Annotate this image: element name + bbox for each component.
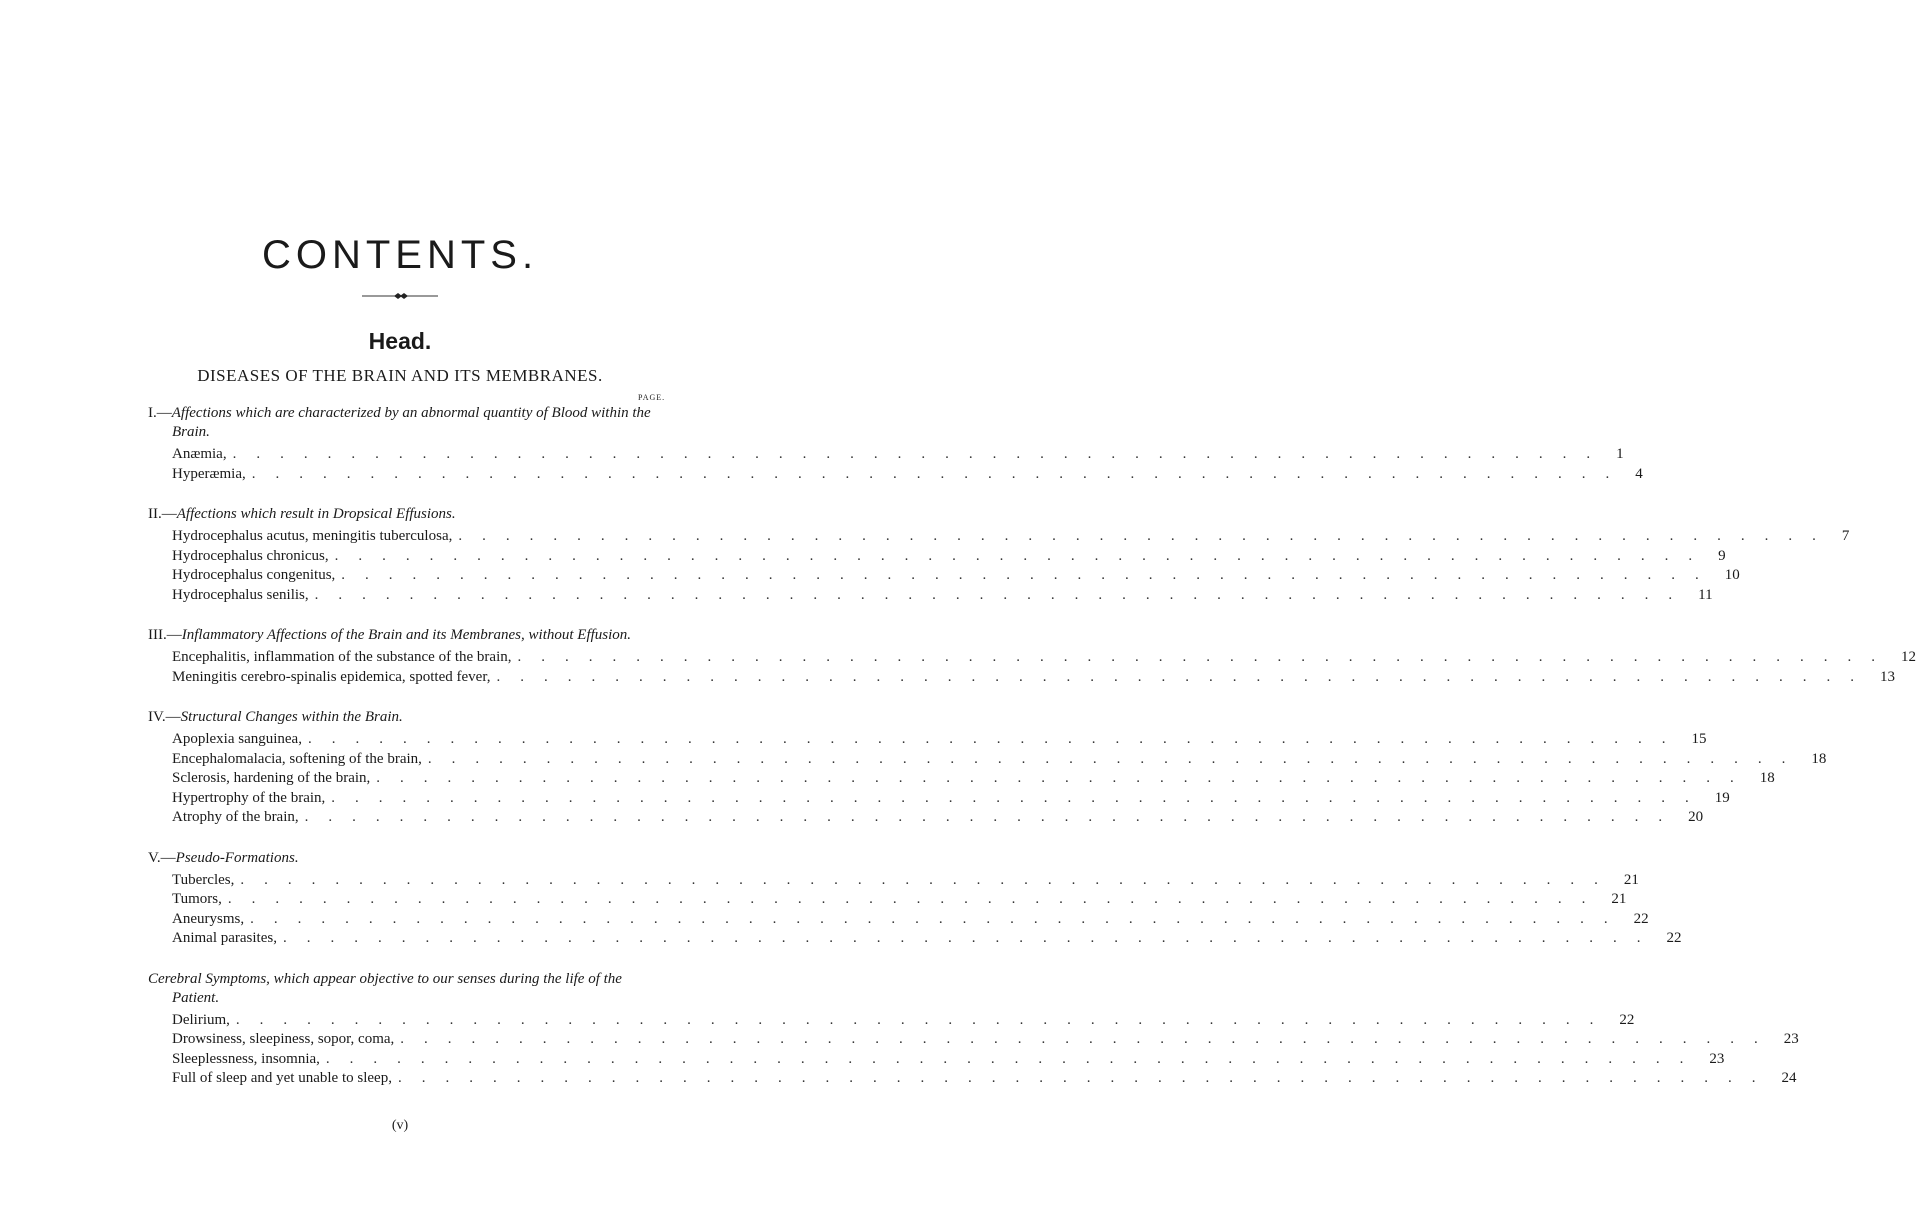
section xyxy=(148,505,1850,605)
entry-page: 10 xyxy=(1724,567,1740,583)
leader-dots: .......................................................... xyxy=(397,1070,1776,1086)
section-title: Pseudo-Formations. xyxy=(175,849,299,866)
subtitle: DISEASES OF THE BRAIN AND ITS MEMBRANES. xyxy=(197,366,603,385)
entry-page: 13 xyxy=(1879,668,1895,685)
toc-entry xyxy=(148,586,1713,606)
entry-label: Animal parasites, xyxy=(172,930,277,946)
section-number: II.— xyxy=(148,506,177,522)
leader-dots: .......................................................... xyxy=(325,1050,1704,1067)
entry-label: Encephalomalacia, softening of the brain, xyxy=(172,750,422,767)
entry-label: Hydrocephalus acutus, meningitis tuberculosa, xyxy=(172,528,453,544)
section-title: Affections which are characterized by an abnormal quantity of Blood within the Brain. xyxy=(171,405,651,440)
entry-label: Apoplexia sanguinea, xyxy=(172,731,302,747)
toc-entry xyxy=(148,1030,1799,1050)
page-folio: (v) xyxy=(391,1118,409,1133)
toc-entry xyxy=(148,769,1775,789)
entry-page: 24 xyxy=(1781,1070,1797,1086)
leader-dots: .......................................................... xyxy=(496,668,1874,685)
entry-page: 15 xyxy=(1691,731,1707,747)
toc-entry xyxy=(148,465,1643,485)
leader-dots: .......................................................... xyxy=(282,930,1661,946)
leader-dots: .......................................................... xyxy=(307,731,1686,747)
entry-page: 20 xyxy=(1688,809,1704,825)
section-heading xyxy=(148,849,654,868)
entry-label: Sleeplessness, insomnia, xyxy=(172,1050,320,1067)
leader-dots: .......................................................... xyxy=(376,770,1754,786)
section-title: Affections which result in Dropsical Effusions. xyxy=(176,506,456,522)
section-heading xyxy=(148,505,654,524)
toc-entry xyxy=(148,668,1895,688)
leader-dots: .......................................................... xyxy=(250,910,1628,927)
entry-label: Tubercles, xyxy=(172,871,235,888)
section-title: Cerebral Symptoms, which appear objective to our senses during the life of the Patient. xyxy=(148,970,622,1006)
section-number: IV.— xyxy=(148,709,181,725)
leader-dots: .......................................................... xyxy=(251,465,1630,482)
entry-label: Hyperæmia, xyxy=(172,465,246,482)
entry-label: Hydrocephalus senilis, xyxy=(172,586,309,603)
entry-label: Drowsiness, sleepiness, sopor, coma, xyxy=(172,1031,395,1047)
leader-dots: .......................................................... xyxy=(427,750,1806,767)
toc-entry xyxy=(148,871,1639,891)
entry-page: 21 xyxy=(1623,871,1639,888)
entry-page: 18 xyxy=(1811,750,1827,767)
entry-page: 23 xyxy=(1709,1050,1725,1067)
toc-entry xyxy=(148,730,1707,750)
entry-label: Delirium, xyxy=(172,1011,230,1028)
section-heading xyxy=(148,626,654,645)
entry-page: 22 xyxy=(1633,910,1649,927)
section xyxy=(148,626,1916,687)
toc-entry xyxy=(148,910,1649,930)
toc-entry xyxy=(148,1050,1725,1070)
section-head: Head. xyxy=(368,328,432,354)
entry-page: 22 xyxy=(1619,1011,1635,1028)
leader-dots: .......................................................... xyxy=(331,789,1709,806)
entry-label: Aneurysms, xyxy=(172,910,245,927)
entry-page: 9 xyxy=(1718,547,1726,564)
leader-dots: .......................................................... xyxy=(232,446,1611,462)
entry-label: Anæmia, xyxy=(172,446,227,462)
entry-label: Encephalitis, inflammation of the substance of the brain, xyxy=(172,649,512,665)
leader-dots: .......................................................... xyxy=(458,528,1836,544)
toc-entry xyxy=(148,1069,1797,1089)
toc-entry xyxy=(148,648,1916,668)
section xyxy=(148,708,1827,828)
leader-dots: .......................................................... xyxy=(341,567,1719,583)
entry-page: 12 xyxy=(1901,649,1916,665)
toc-entry xyxy=(148,789,1730,809)
entry-label: Sclerosis, hardening of the brain, xyxy=(172,770,371,786)
section-heading xyxy=(148,970,654,1008)
entry-page: 19 xyxy=(1714,789,1730,806)
toc-entry xyxy=(148,808,1704,828)
section-title: Inflammatory Affections of the Brain and its Membranes, without Effusion. xyxy=(181,627,632,643)
leader-dots: .......................................................... xyxy=(240,871,1618,888)
leader-dots: .......................................................... xyxy=(235,1011,1614,1028)
entry-label: Hydrocephalus chronicus, xyxy=(172,547,329,564)
toc-entry xyxy=(148,547,1726,567)
entry-page: 23 xyxy=(1783,1031,1799,1047)
entry-page: 22 xyxy=(1666,930,1682,946)
section-heading xyxy=(148,404,654,442)
entry-label: Hydrocephalus congenitus, xyxy=(172,567,336,583)
entry-page: 21 xyxy=(1611,891,1627,907)
leader-dots: .......................................................... xyxy=(304,809,1683,825)
toc-entry xyxy=(148,890,1627,910)
section-number: I.— xyxy=(148,405,172,421)
section-heading xyxy=(148,708,654,727)
section xyxy=(148,970,1799,1089)
section xyxy=(148,404,1643,484)
entry-label: Hypertrophy of the brain, xyxy=(172,789,326,806)
toc-entry xyxy=(148,445,1624,465)
leader-dots: .......................................................... xyxy=(334,547,1713,564)
leader-dots: .......................................................... xyxy=(517,649,1895,665)
section-number: V.— xyxy=(148,849,176,866)
toc-entry xyxy=(148,566,1740,586)
leader-dots: .......................................................... xyxy=(314,586,1693,603)
entry-page: 4 xyxy=(1635,465,1643,482)
entry-label: Tumors, xyxy=(172,891,222,907)
toc-entry xyxy=(148,527,1850,547)
leader-dots: .......................................................... xyxy=(227,891,1606,907)
entry-page: 18 xyxy=(1759,770,1775,786)
entry-label: Meningitis cerebro-spinalis epidemica, spotted fever, xyxy=(172,668,491,685)
page-title: CONTENTS. xyxy=(261,233,539,277)
section-title: Structural Changes within the Brain. xyxy=(180,709,403,725)
leader-dots: .......................................................... xyxy=(400,1031,1778,1047)
section-number: III.— xyxy=(148,627,182,643)
page-column-label: PAGE. xyxy=(638,393,666,402)
divider-ornament xyxy=(360,290,440,302)
toc-entry xyxy=(148,929,1682,949)
entry-label: Full of sleep and yet unable to sleep, xyxy=(172,1070,392,1086)
contents-list xyxy=(148,404,1916,1110)
toc-entry xyxy=(148,1011,1635,1031)
toc-entry xyxy=(148,750,1827,770)
entry-label: Atrophy of the brain, xyxy=(172,809,299,825)
section xyxy=(148,849,1682,949)
entry-page: 1 xyxy=(1616,446,1624,462)
entry-page: 7 xyxy=(1841,528,1850,544)
entry-page: 11 xyxy=(1698,586,1713,603)
